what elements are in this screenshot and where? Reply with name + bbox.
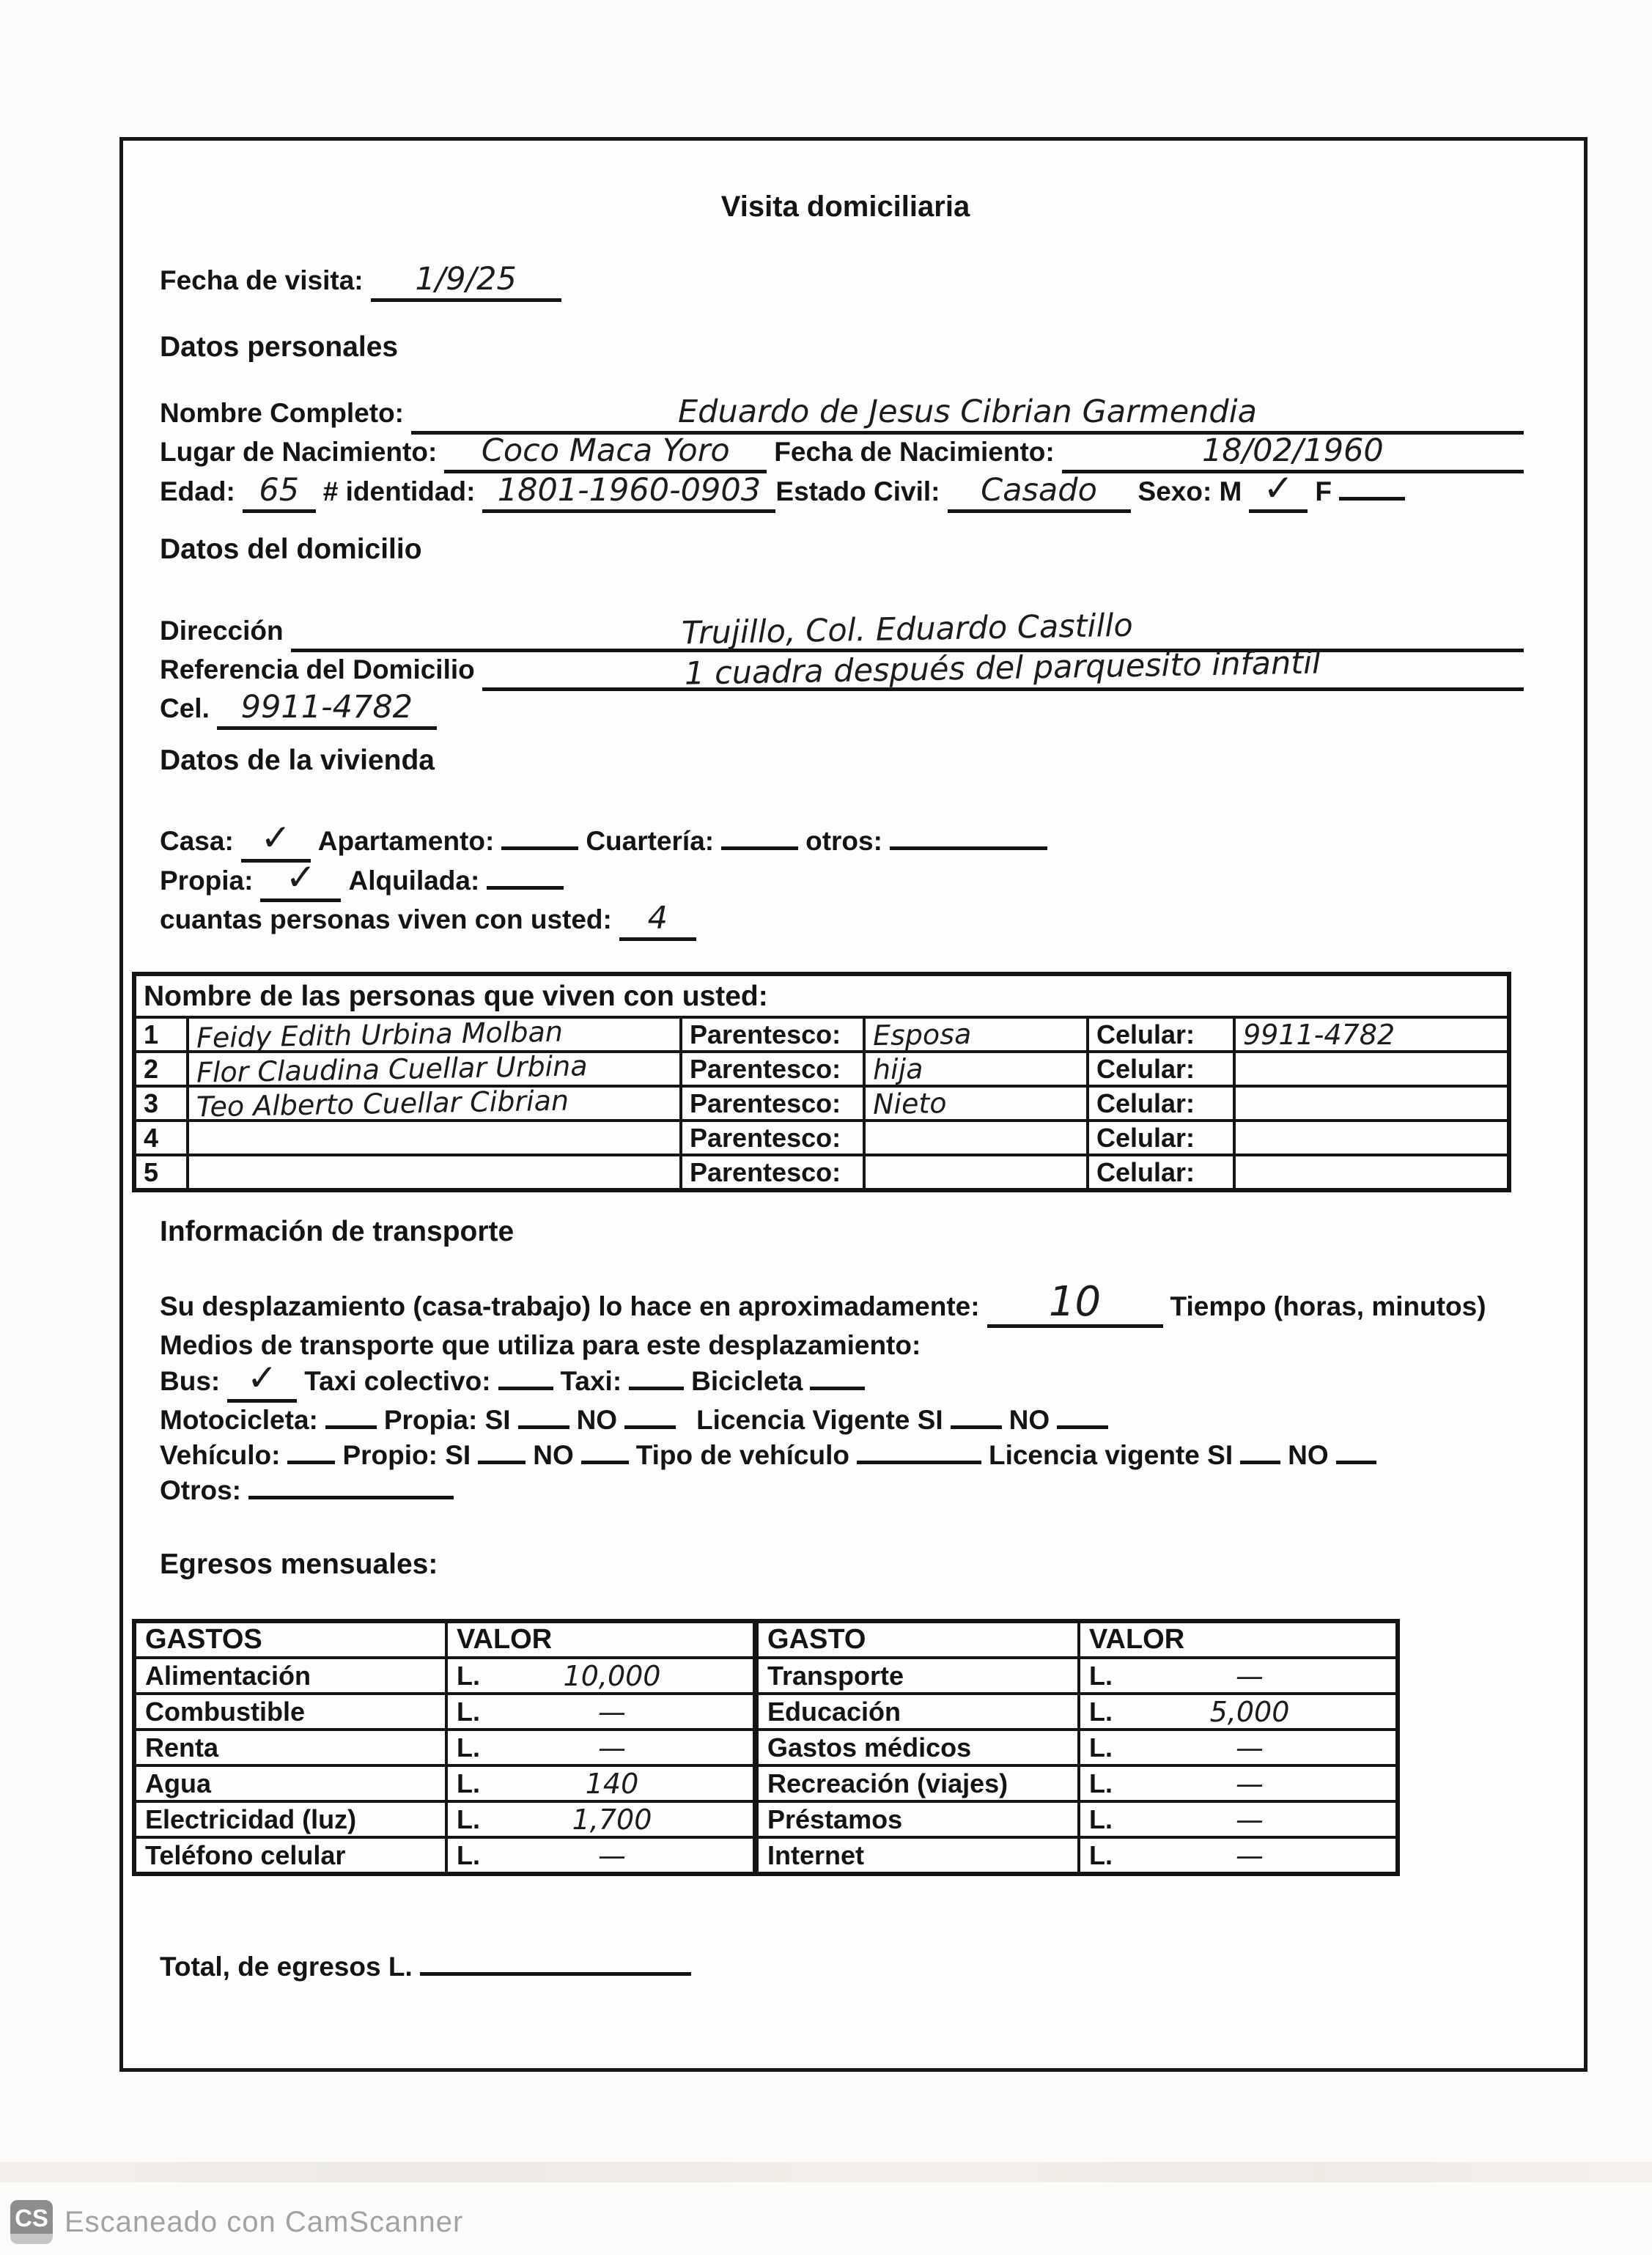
gasto-valor-cell <box>1079 1730 1397 1765</box>
gasto-valor-value: 5,000 <box>1209 1695 1290 1728</box>
gasto-label: Educación <box>754 1694 1079 1730</box>
moto-licencia-no-label: NO <box>1008 1405 1050 1435</box>
nacimiento-line <box>160 432 1531 473</box>
scanned-form-page <box>119 137 1588 2072</box>
egresos-table <box>132 1619 1400 1876</box>
identidad-label: # identidad: <box>322 476 476 506</box>
fecha-visita-label: Fecha de visita: <box>160 265 364 295</box>
celular-label: Celular: <box>1088 1155 1234 1189</box>
tipo-vehiculo-label: Tipo de vehículo <box>635 1440 849 1470</box>
gasto-valor-cell <box>446 1837 754 1873</box>
household-row-number: 5 <box>135 1155 188 1189</box>
camscanner-icon: CS <box>10 2200 53 2244</box>
identidad-field <box>482 474 775 513</box>
gasto-valor-cell <box>1079 1837 1397 1873</box>
gasto-label: Recreación (viajes) <box>754 1765 1079 1801</box>
parentesco-value-cell <box>864 1052 1088 1086</box>
vehiculo-propio-label: Propio: SI <box>342 1440 471 1470</box>
vehiculo-licencia-no-label: NO <box>1288 1440 1329 1470</box>
propia-label: Propia: <box>160 866 254 896</box>
gasto-valor-value: 1,700 <box>572 1803 652 1836</box>
gasto-valor-cell <box>446 1694 754 1730</box>
edad-line <box>160 467 1531 513</box>
sexo-f-field <box>1339 493 1405 501</box>
otros-transporte-field <box>248 1492 454 1499</box>
motocicleta-label: Motocicleta: <box>160 1405 318 1435</box>
tiempo-field <box>987 1278 1163 1328</box>
referencia-line <box>160 644 1531 693</box>
celular-value-cell <box>1234 1052 1508 1086</box>
gastos-header-right: GASTO <box>754 1622 1079 1658</box>
valor-header-right: VALOR <box>1079 1622 1397 1658</box>
parentesco-value: hija <box>872 1052 923 1086</box>
celular-value: 9911-4782 <box>1243 1018 1395 1051</box>
otros-vivienda-label: otros: <box>805 826 882 856</box>
tiempo-label: Tiempo (horas, minutos) <box>1170 1291 1486 1321</box>
bicicleta-label: Bicicleta <box>691 1366 803 1396</box>
identidad-value: 1801-1960-0903 <box>497 472 762 509</box>
gasto-valor-value: — <box>598 1731 626 1764</box>
currency-label: L. <box>1089 1660 1113 1691</box>
celular-value-cell <box>1234 1155 1508 1189</box>
tiempo-value: 10 <box>1048 1278 1102 1326</box>
fecha-nacimiento-label: Fecha de Nacimiento: <box>774 437 1055 467</box>
household-name-cell <box>188 1155 681 1189</box>
gasto-valor-value: — <box>598 1839 626 1872</box>
celular-value-cell <box>1234 1086 1508 1121</box>
nombre-line <box>160 396 1531 435</box>
cel-label: Cel. <box>160 693 210 723</box>
gasto-label: Electricidad (luz) <box>135 1801 446 1837</box>
lugar-nacimiento-field <box>444 432 767 473</box>
direccion-label: Dirección <box>160 616 284 646</box>
gasto-label: Transporte <box>754 1658 1079 1694</box>
referencia-field <box>482 644 1524 693</box>
gasto-valor-value: — <box>1236 1767 1264 1800</box>
personas-label: cuantas personas viven con usted: <box>160 904 612 934</box>
tipo-vehiculo-field <box>857 1457 981 1464</box>
fecha-visita-value: 1/9/25 <box>415 261 517 298</box>
gastos-header-left: GASTOS <box>135 1622 446 1658</box>
moto-licencia-label: Licencia Vigente SI <box>696 1405 943 1435</box>
camscanner-footer <box>10 2200 463 2244</box>
gasto-valor-value: — <box>598 1695 626 1728</box>
parentesco-value: Esposa <box>872 1017 972 1052</box>
parentesco-label: Parentesco: <box>681 1017 864 1052</box>
gasto-label: Renta <box>135 1730 446 1765</box>
sexo-label: Sexo: M <box>1137 476 1242 506</box>
vehiculo-field <box>287 1457 335 1464</box>
parentesco-value-cell <box>864 1121 1088 1155</box>
edad-value: 65 <box>259 472 300 509</box>
household-row-number: 4 <box>135 1121 188 1155</box>
gasto-valor-cell <box>446 1765 754 1801</box>
form-title: Visita domiciliaria <box>720 191 970 223</box>
gasto-valor-value: — <box>1236 1659 1264 1692</box>
parentesco-value-cell <box>864 1086 1088 1121</box>
gasto-valor-value: — <box>1236 1731 1264 1764</box>
personas-field <box>619 902 696 941</box>
tenencia-line <box>160 856 1531 902</box>
alquilada-field <box>487 882 564 890</box>
gasto-valor-cell <box>1079 1694 1397 1730</box>
fecha-visita-line <box>160 263 1531 302</box>
celular-label: Celular: <box>1088 1121 1234 1155</box>
household-name-value: Flor Claudina Cuellar Urbina <box>196 1049 588 1089</box>
celular-label: Celular: <box>1088 1017 1234 1052</box>
cuarteria-label: Cuartería: <box>586 826 715 856</box>
vehiculo-no-field <box>581 1457 629 1464</box>
household-table <box>132 972 1511 1192</box>
gasto-label: Combustible <box>135 1694 446 1730</box>
otros-transporte-label: Otros: <box>160 1475 241 1505</box>
gasto-label: Alimentación <box>135 1658 446 1694</box>
motocicleta-field <box>325 1422 377 1429</box>
propia-check: ✓ <box>285 856 317 898</box>
currency-label: L. <box>1089 1732 1113 1763</box>
sexo-f-label: F <box>1315 476 1332 506</box>
household-name-cell <box>188 1086 681 1121</box>
celular-label: Celular: <box>1088 1052 1234 1086</box>
cuarteria-field <box>721 843 798 850</box>
bus-label: Bus: <box>160 1366 221 1396</box>
sexo-m-field <box>1249 467 1308 513</box>
gasto-label: Préstamos <box>754 1801 1079 1837</box>
parentesco-label: Parentesco: <box>681 1155 864 1189</box>
gasto-valor-value: 10,000 <box>563 1659 661 1692</box>
nombre-field <box>411 396 1524 435</box>
household-row-number: 1 <box>135 1017 188 1052</box>
taxi-colectivo-field <box>498 1383 553 1390</box>
vehiculo-licencia-no-field <box>1336 1457 1376 1464</box>
parentesco-value-cell <box>864 1155 1088 1189</box>
propia-field <box>260 856 341 902</box>
currency-label: L. <box>1089 1839 1113 1870</box>
celular-value-cell <box>1234 1121 1508 1155</box>
desplazamiento-label: Su desplazamiento (casa-trabajo) lo hace en aproximadamente: <box>160 1291 980 1321</box>
personas-value: 4 <box>647 900 668 937</box>
household-row-number: 2 <box>135 1052 188 1086</box>
parentesco-label: Parentesco: <box>681 1121 864 1155</box>
taxi-field <box>629 1383 684 1390</box>
moto-licencia-no-field <box>1057 1422 1108 1429</box>
casa-check: ✓ <box>260 816 292 859</box>
gasto-valor-cell <box>446 1658 754 1694</box>
direccion-field <box>291 607 1524 652</box>
household-name-cell <box>188 1049 681 1089</box>
moto-propia-si-field <box>518 1422 569 1429</box>
currency-label: L. <box>457 1732 480 1763</box>
currency-label: L. <box>1089 1768 1113 1798</box>
gasto-label: Internet <box>754 1837 1079 1873</box>
currency-label: L. <box>457 1804 480 1834</box>
household-name-value: Teo Alberto Cuellar Cibrian <box>196 1084 569 1123</box>
edad-field <box>243 474 316 513</box>
moto-licencia-si-field <box>951 1422 1002 1429</box>
section-datos-domicilio: Datos del domicilio <box>160 534 422 565</box>
taxi-label: Taxi: <box>560 1366 622 1396</box>
moto-no-label: NO <box>576 1405 618 1435</box>
household-name-value: Feidy Edith Urbina Molban <box>196 1015 564 1054</box>
parentesco-value: Nieto <box>872 1086 947 1121</box>
gasto-valor-cell <box>446 1730 754 1765</box>
gasto-valor-cell <box>1079 1801 1397 1837</box>
direccion-line <box>160 607 1531 652</box>
household-name-cell <box>188 1121 681 1155</box>
bus-field <box>227 1357 297 1403</box>
parentesco-label: Parentesco: <box>681 1086 864 1121</box>
lugar-nacimiento-value: Coco Maca Yoro <box>481 432 730 469</box>
celular-value-cell <box>1234 1017 1508 1052</box>
currency-label: L. <box>457 1768 480 1798</box>
section-datos-personales: Datos personales <box>160 331 399 363</box>
otros-transporte-line <box>160 1473 1531 1508</box>
moto-no-field <box>624 1422 676 1429</box>
gasto-valor-cell <box>1079 1765 1397 1801</box>
sexo-m-check: ✓ <box>1263 467 1294 509</box>
gasto-label: Teléfono celular <box>135 1837 446 1873</box>
parentesco-value-cell <box>864 1017 1088 1052</box>
gasto-valor-value: — <box>1236 1803 1264 1836</box>
vehiculo-line <box>160 1438 1531 1473</box>
estado-civil-label: Estado Civil: <box>775 476 940 506</box>
currency-label: L. <box>457 1696 480 1727</box>
cel-field <box>217 691 437 730</box>
personas-line <box>160 902 1531 941</box>
household-name-cell <box>188 1017 681 1052</box>
total-egresos-label: Total, de egresos L. <box>160 1952 413 1982</box>
estado-civil-field <box>948 474 1131 513</box>
currency-label: L. <box>1089 1696 1113 1727</box>
otros-vivienda-field <box>890 843 1047 850</box>
apartamento-field <box>501 843 578 850</box>
bus-line <box>160 1357 1531 1403</box>
section-datos-vivienda: Datos de la vivienda <box>160 745 435 776</box>
scan-paper-edge <box>0 2162 1652 2182</box>
lugar-nacimiento-label: Lugar de Nacimiento: <box>160 437 438 467</box>
gasto-valor-value: — <box>1236 1839 1264 1872</box>
gasto-valor-cell <box>1079 1658 1397 1694</box>
gasto-label: Agua <box>135 1765 446 1801</box>
currency-label: L. <box>457 1839 480 1870</box>
total-egresos-line <box>160 1949 1531 1985</box>
bicicleta-field <box>810 1383 865 1390</box>
moto-propia-label: Propia: SI <box>383 1405 511 1435</box>
vehiculo-licencia-label: Licencia vigente SI <box>988 1440 1234 1470</box>
cel-value: 9911-4782 <box>240 689 413 726</box>
celular-label: Celular: <box>1088 1086 1234 1121</box>
camscanner-text: Escaneado con CamScanner <box>64 2205 464 2238</box>
nombre-value: Eduardo de Jesus Cibrian Garmendia <box>678 394 1257 430</box>
vehiculo-licencia-si-field <box>1240 1457 1280 1464</box>
vehiculo-label: Vehículo: <box>160 1440 281 1470</box>
household-table-header: Nombre de las personas que viven con usted: <box>135 975 1508 1017</box>
currency-label: L. <box>1089 1804 1113 1834</box>
parentesco-label: Parentesco: <box>681 1052 864 1086</box>
casa-label: Casa: <box>160 826 234 856</box>
desplazamiento-line <box>160 1278 1531 1328</box>
fecha-nacimiento-value: 18/02/1960 <box>1201 432 1384 469</box>
currency-label: L. <box>457 1660 480 1691</box>
direccion-value: Trujillo, Col. Eduardo Castillo <box>681 607 1134 652</box>
referencia-label: Referencia del Domicilio <box>160 654 475 684</box>
vehiculo-propio-si-field <box>478 1457 526 1464</box>
valor-header-left: VALOR <box>446 1622 754 1658</box>
fecha-visita-field <box>371 263 561 302</box>
nombre-label: Nombre Completo: <box>160 398 404 428</box>
tipo-vivienda-line <box>160 816 1531 863</box>
referencia-value: 1 cuadra después del parquesito infantil <box>684 644 1321 693</box>
apartamento-label: Apartamento: <box>317 826 495 856</box>
bus-check: ✓ <box>246 1357 278 1399</box>
gasto-label: Gastos médicos <box>754 1730 1079 1765</box>
medios-label: Medios de transporte que utiliza para este desplazamiento: <box>160 1330 921 1360</box>
gasto-valor-cell <box>446 1801 754 1837</box>
medios-line <box>160 1328 1531 1363</box>
cel-line <box>160 691 1531 730</box>
total-egresos-field <box>420 1968 691 1976</box>
gasto-valor-value: 140 <box>585 1767 639 1800</box>
alquilada-label: Alquilada: <box>348 866 480 896</box>
household-row-number: 3 <box>135 1086 188 1121</box>
estado-civil-value: Casado <box>981 472 1097 509</box>
vehiculo-no-label: NO <box>533 1440 574 1470</box>
motocicleta-line <box>160 1403 1531 1438</box>
edad-label: Edad: <box>160 476 235 506</box>
section-egresos: Egresos mensuales: <box>160 1549 438 1580</box>
taxi-colectivo-label: Taxi colectivo: <box>304 1366 491 1396</box>
section-transporte: Información de transporte <box>160 1216 515 1247</box>
